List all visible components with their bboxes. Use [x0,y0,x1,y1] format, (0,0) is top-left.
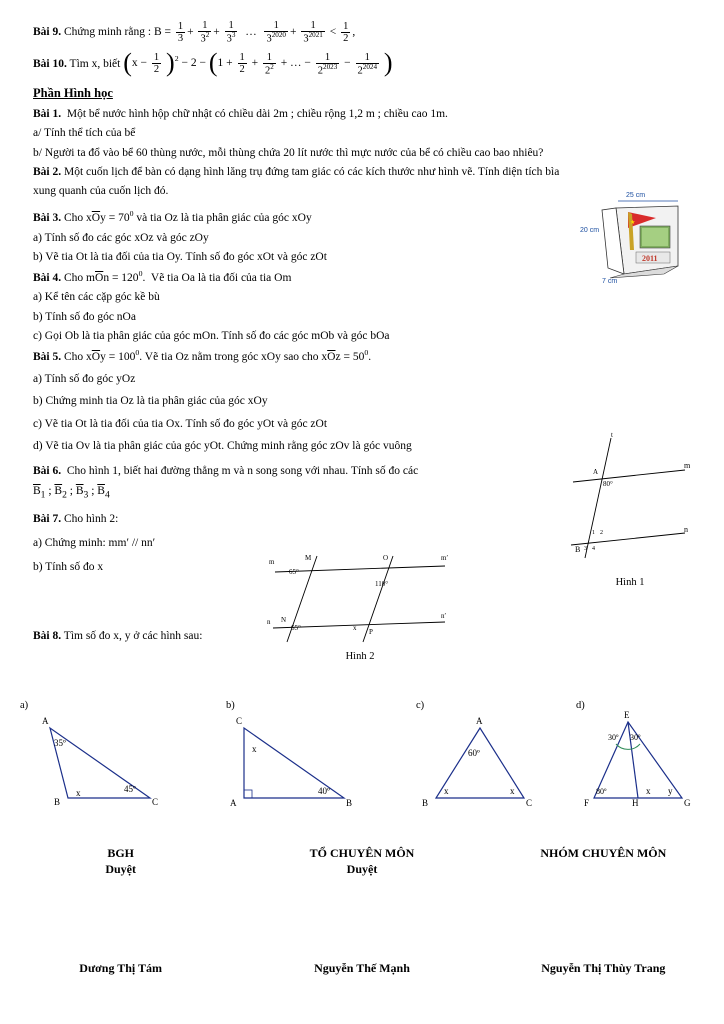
problem-3-label: Bài 3. [33,212,62,225]
svg-text:35º: 35º [54,738,66,748]
problem-2-line2: xung quanh của cuốn lịch đó. [33,185,169,198]
problem-6-line1: Cho hình 1, biết hai đường thẳng m và n song song với nhau. Tính số đo các [66,465,419,478]
problem-3-line1: Cho $x\overline{O}y = 70^0$ và tia Oz là tia phân giác của góc xOy [64,209,312,225]
svg-text:4: 4 [592,546,595,552]
problem-9-expression: B = $\frac{1}{3}$ + $\frac{1}{3^2}$ + $\frac{1}{3^3}$ … $\frac{1}{3^{2020}}$ + $\frac{1}{3^{2021}}$ < $\frac{1}{2}$ , [153,20,356,45]
problem-5-line1: Cho $x\overline{O}y = 100^0$. Vẽ tia Oz nằm trong góc xOy sao cho $x\overline{O}z = 50^0$. [64,348,372,363]
signature-name-0: Dương Thị Tám [79,961,163,975]
problem-10-text: Tìm x, biết [69,57,121,70]
svg-text:N: N [281,616,287,624]
signature-col-bgh [0,845,241,877]
svg-text:110°: 110° [375,580,389,588]
calendar-figure [578,188,716,288]
problem-3-a: a) Tính số đo các góc xOz và góc zOy [33,231,209,244]
signature-col-to [241,845,482,877]
signature-sub-1: Duyệt [346,862,378,877]
problem-3-b: b) Vẽ tia Ot là tia đối của tia Oy. Tính số đo góc xOt và góc zOt [33,250,327,263]
svg-text:2011: 2011 [642,254,658,263]
problem-9-expr-prefix: B = [153,25,171,38]
triangle-d-tag: d) [576,700,585,711]
svg-text:O: O [383,554,389,562]
figure-1-caption: Hình 1 [615,577,645,588]
signature-names [0,960,724,976]
signature-name-2: Nguyễn Thị Thùy Trang [541,961,666,975]
svg-text:65°: 65° [289,568,299,576]
svg-text:A: A [230,798,237,808]
svg-text:B: B [346,798,353,808]
signature-name-1: Nguyễn Thế Mạnh [314,961,410,975]
svg-text:m: m [684,461,691,470]
problem-4-a: a) Kể tên các cặp góc kề bù [33,291,160,304]
figure-2-caption: Hình 2 [345,651,375,662]
svg-text:B: B [575,545,581,554]
problem-5-c: c) Vẽ tia Ot là tia đối của tia Ox. Tính số đo góc yOt và góc zOt [33,417,328,430]
svg-text:m′: m′ [441,554,448,562]
problem-4-b: b) Tính số đo góc nOa [33,310,136,323]
problem-1 [33,107,693,122]
svg-text:G: G [684,798,691,808]
signature-titles [0,845,724,877]
problem-2-label: Bài 2. [33,165,62,178]
problem-2-line1: Một cuốn lịch để bàn có dạng hình lăng trụ đứng tam giác có các kích thước như hình vẽ. Tính diện tích bìa [64,165,560,178]
signature-title-0: BGH [107,846,134,860]
problem-8-line1: Tìm số đo x, y ở các hình sau: [63,630,203,643]
svg-text:2: 2 [600,530,603,536]
problem-5-a: a) Tính số đo góc yOz [33,373,136,386]
svg-text:25 cm: 25 cm [626,192,646,199]
problem-10-label: Bài 10. [33,57,67,70]
svg-text:m: m [269,558,275,566]
svg-text:x: x [353,624,357,632]
svg-text:45º: 45º [124,784,136,794]
svg-text:B: B [54,797,61,807]
svg-text:30º: 30º [608,733,619,742]
svg-text:C: C [526,798,533,808]
svg-text:x: x [510,786,515,796]
svg-text:30º: 30º [630,733,641,742]
signature-col-nhom [483,845,724,877]
svg-text:n′: n′ [441,612,447,620]
triangle-b-tag: b) [226,700,235,711]
svg-text:x: x [646,786,651,796]
svg-text:t: t [611,431,613,439]
problem-1-b: b/ Người ta đổ vào bể 60 thùng nước, mỗi thùng chứa 20 lít nước thì mực nước của bể có chiều cao bao nhiêu? [33,146,544,159]
svg-text:P: P [369,628,373,636]
svg-text:40º: 40º [318,786,330,796]
svg-text:n: n [684,525,688,534]
problem-4-label: Bài 4. [33,271,62,284]
svg-text:1: 1 [592,530,595,536]
figure-1 [565,430,695,588]
svg-text:A: A [476,716,483,726]
problem-10-expression: (x − $\frac{1}{2}$ )$^2$ − 2 − (1 + $\frac{1}{2}$ + $\frac{1}{2^2}$ + … − $\frac{1}{2^{2023}}$ − $\frac{1}{2^{2024}}$ ) [123,48,393,78]
problem-4-line1: Cho $m\overline{O}n = 120^0$. Vẽ tia Oa là tia đối của tia Om [64,269,292,284]
triangles-row [16,700,708,825]
problem-9-label: Bài 9. [33,25,62,38]
svg-text:★: ★ [630,220,636,226]
figure-2 [265,550,455,660]
svg-text:3: 3 [584,546,587,552]
section-heading: Phần Hình học [33,86,113,101]
svg-text:y: y [668,786,673,796]
svg-text:80º: 80º [596,787,607,796]
svg-text:M: M [305,554,312,562]
signature-title-1: TỔ CHUYÊN MÔN [309,846,415,860]
svg-text:7 cm: 7 cm [602,278,618,285]
problem-7-a: a) Chứng minh: mm′ // nn′ [33,536,156,549]
signature-title-2: NHÓM CHUYÊN MÔN [540,846,667,860]
problem-6-line2: $\overline{B}_1$ ; $\overline{B}_2$ ; $\overline{B}_3$ ; $\overline{B}_4$ [33,484,110,500]
svg-text:C: C [236,716,243,726]
svg-text:H: H [632,798,639,808]
svg-text:E: E [624,710,630,720]
problem-5-b: b) Chứng minh tia Oz là tia phân giác của góc xOy [33,395,268,408]
svg-text:F: F [584,798,590,808]
svg-text:65°: 65° [291,624,301,632]
problem-7-b: b) Tính số đo x [33,561,104,574]
svg-text:60º: 60º [468,748,480,758]
svg-text:C: C [152,797,159,807]
svg-text:B: B [422,798,429,808]
problem-1-label: Bài 1. [33,108,62,121]
svg-text:A: A [42,716,49,726]
problem-5 [33,348,693,365]
problem-6 [33,464,563,479]
problem-9-text: Chứng minh rằng : [64,25,152,38]
problem-1-line1: Một bể nước hình hộp chữ nhật có chiều dài 2m ; chiều rộng 1,2 m ; chiều cao 1m. [66,108,448,121]
problem-10 [33,48,693,78]
svg-text:20 cm: 20 cm [580,227,600,234]
problem-7-label: Bài 7. [33,512,62,525]
svg-text:x: x [76,788,81,798]
problem-5-d: d) Vẽ tia Ov là tia phân giác của góc yOt. Chứng minh rằng góc zOv là góc vuông [33,440,412,453]
problem-8-label: Bài 8. [33,630,62,643]
problem-4-c: c) Gọi Ob là tia phân giác của góc mOn. Tính số đo các góc mOb và góc bOa [33,329,390,342]
triangle-c-tag: c) [416,700,425,711]
problem-7-line1: Cho hình 2: [64,512,119,525]
signature-sub-0: Duyệt [105,862,136,877]
problem-6-label: Bài 6. [33,465,62,478]
svg-text:80°: 80° [603,480,613,488]
triangle-a-tag: a) [20,700,29,711]
svg-text:x: x [252,744,257,754]
problem-5-label: Bài 5. [33,350,62,363]
svg-text:A: A [593,468,599,476]
svg-text:x: x [444,786,449,796]
problem-2 [33,165,693,180]
svg-text:n: n [267,618,271,626]
problem-1-a: a/ Tính thể tích của bể [33,127,136,140]
problem-9 [33,20,693,45]
